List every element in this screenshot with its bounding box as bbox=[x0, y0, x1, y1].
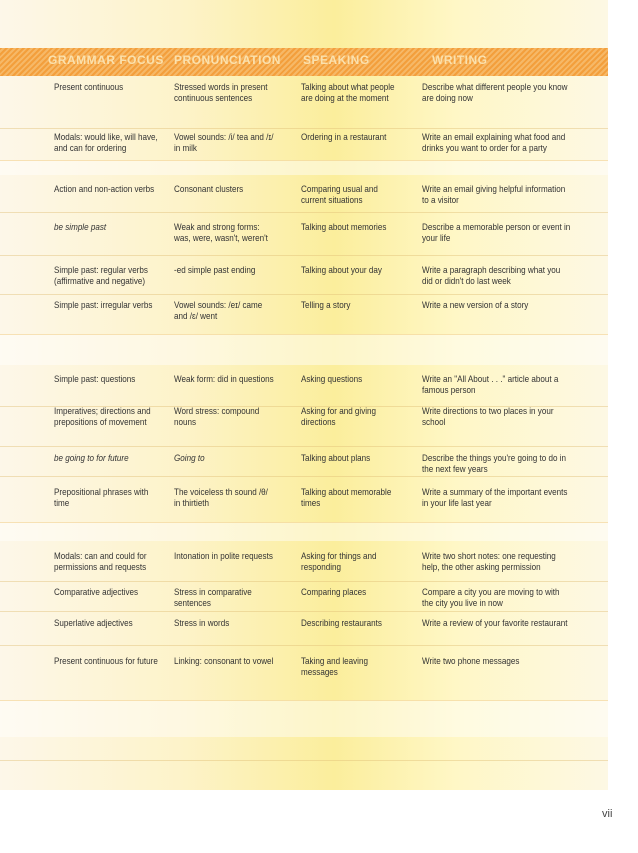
row-divider bbox=[0, 212, 608, 213]
grammar-cell: Imperatives; directions and prepositions of movement bbox=[54, 406, 151, 427]
unit-divider bbox=[0, 334, 608, 365]
writing-cell: Describe what different people you know are doing now bbox=[422, 82, 568, 103]
grammar-focus-heading: GRAMMAR FOCUS bbox=[48, 53, 164, 67]
speaking-cell: Describing restaurants bbox=[301, 618, 382, 628]
speaking-cell: Comparing places bbox=[301, 587, 367, 597]
row-divider bbox=[0, 760, 608, 761]
pronunciation-cell: Weak form: did in questions bbox=[174, 374, 274, 384]
pronunciation-cell: Going to bbox=[174, 453, 205, 463]
unit-divider bbox=[0, 522, 608, 541]
page-number: vii bbox=[602, 808, 613, 820]
unit-divider bbox=[0, 160, 608, 175]
grammar-cell: Present continuous for future bbox=[54, 656, 158, 666]
speaking-cell: Talking about memorable times bbox=[301, 487, 392, 508]
grammar-cell: be going to for future bbox=[54, 453, 129, 463]
writing-cell: Write a review of your favorite restaurant bbox=[422, 618, 568, 628]
writing-cell: Write an email explaining what food and drinks you want to order for a party bbox=[422, 132, 566, 153]
grammar-cell: Modals: can and could for permissions and requests bbox=[54, 551, 147, 572]
speaking-heading: SPEAKING bbox=[303, 53, 370, 67]
pronunciation-cell: Vowel sounds: /eɪ/ came and /ɛ/ went bbox=[174, 300, 263, 321]
pronunciation-heading: PRONUNCIATION bbox=[174, 53, 281, 67]
pronunciation-cell: Intonation in polite requests bbox=[174, 551, 273, 561]
pronunciation-cell: Word stress: compound nouns bbox=[174, 406, 260, 427]
pronunciation-cell: Vowel sounds: /i/ tea and /ɪ/ in milk bbox=[174, 132, 274, 153]
writing-cell: Write a new version of a story bbox=[422, 300, 529, 310]
pronunciation-cell: Stress in comparative sentences bbox=[174, 587, 252, 608]
writing-cell: Write two phone messages bbox=[422, 656, 520, 666]
row-divider bbox=[0, 611, 608, 612]
writing-cell: Describe the things you're going to do in the next few years bbox=[422, 453, 567, 474]
speaking-cell: Comparing usual and current situations bbox=[301, 184, 378, 205]
speaking-cell: Talking about what people are doing at the moment bbox=[301, 82, 395, 103]
row-divider bbox=[0, 645, 608, 646]
row-divider bbox=[0, 581, 608, 582]
writing-cell: Write directions to two places in your school bbox=[422, 406, 554, 427]
row-divider bbox=[0, 294, 608, 295]
speaking-cell: Talking about your day bbox=[301, 265, 382, 275]
pronunciation-cell: Weak and strong forms: was, were, wasn't, weren't bbox=[174, 222, 268, 243]
row-divider bbox=[0, 446, 608, 447]
speaking-cell: Asking questions bbox=[301, 374, 363, 384]
pronunciation-cell: Linking: consonant to vowel bbox=[174, 656, 274, 666]
speaking-cell: Telling a story bbox=[301, 300, 351, 310]
writing-cell: Describe a memorable person or event in your life bbox=[422, 222, 571, 243]
writing-cell: Write two short notes: one requesting help, the other asking permission bbox=[422, 551, 556, 572]
speaking-cell: Asking for and giving directions bbox=[301, 406, 377, 427]
writing-cell: Write an email giving helpful information to a visitor bbox=[422, 184, 566, 205]
table-header bbox=[0, 48, 608, 76]
grammar-cell: Prepositional phrases with time bbox=[54, 487, 149, 508]
row-divider bbox=[0, 255, 608, 256]
writing-cell: Write a paragraph describing what you did or didn't do last week bbox=[422, 265, 561, 286]
pronunciation-cell: Consonant clusters bbox=[174, 184, 244, 194]
pronunciation-cell: Stressed words in present continuous sentences bbox=[174, 82, 268, 103]
row-divider bbox=[0, 128, 608, 129]
speaking-cell: Asking for things and responding bbox=[301, 551, 377, 572]
pronunciation-cell: Stress in words bbox=[174, 618, 230, 628]
grammar-cell: Superlative adjectives bbox=[54, 618, 133, 628]
grammar-cell: Action and non-action verbs bbox=[54, 184, 155, 194]
grammar-cell: Comparative adjectives bbox=[54, 587, 139, 597]
speaking-cell: Taking and leaving messages bbox=[301, 656, 368, 677]
grammar-cell: Simple past: irregular verbs bbox=[54, 300, 153, 310]
pronunciation-cell: The voiceless th sound /θ/ in thirtieth bbox=[174, 487, 268, 508]
unit-divider bbox=[0, 700, 608, 737]
grammar-cell: be simple past bbox=[54, 222, 107, 232]
writing-cell: Compare a city you are moving to with the city you live in now bbox=[422, 587, 560, 608]
row-divider bbox=[0, 476, 608, 477]
grammar-cell: Present continuous bbox=[54, 82, 124, 92]
pronunciation-cell: -ed simple past ending bbox=[174, 265, 256, 275]
writing-cell: Write a summary of the important events in your life last year bbox=[422, 487, 568, 508]
grammar-cell: Simple past: regular verbs (affirmative and negative) bbox=[54, 265, 148, 286]
speaking-cell: Ordering in a restaurant bbox=[301, 132, 387, 142]
grammar-cell: Modals: would like, will have, and can for ordering bbox=[54, 132, 158, 153]
grammar-cell: Simple past: questions bbox=[54, 374, 136, 384]
speaking-cell: Talking about memories bbox=[301, 222, 387, 232]
writing-cell: Write an "All About . . ." article about a famous person bbox=[422, 374, 559, 395]
speaking-cell: Talking about plans bbox=[301, 453, 371, 463]
writing-heading: WRITING bbox=[432, 53, 488, 67]
